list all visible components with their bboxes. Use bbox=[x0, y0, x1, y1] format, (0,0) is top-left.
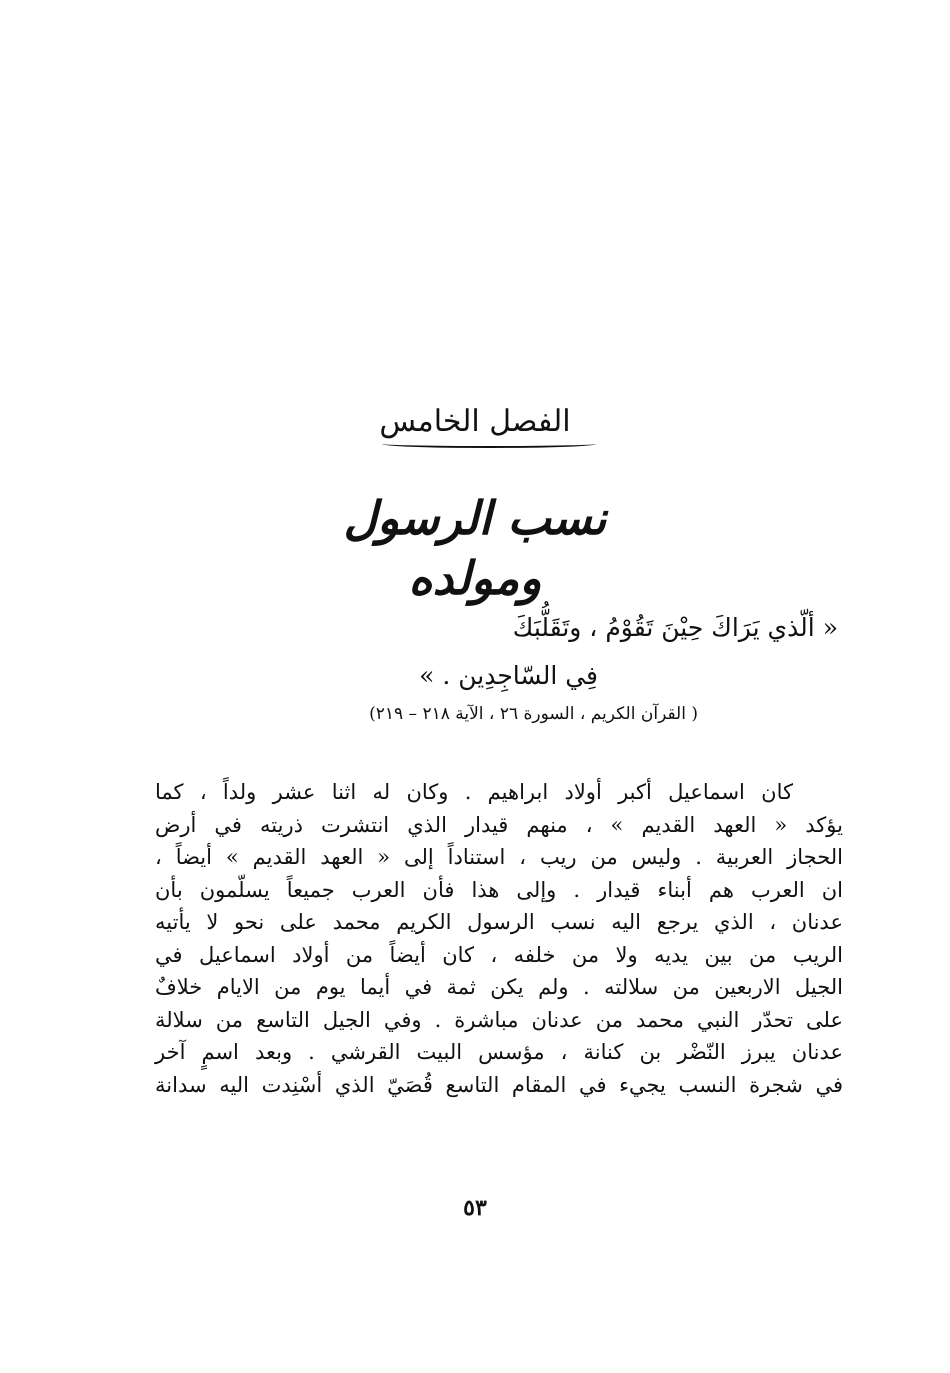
chapter-title: نسب الرسول ومولده bbox=[343, 491, 607, 605]
body-line: عدنان يبرز النّضْر بن كنانة ، مؤسس البيت القرشي . وبعد اسمٍ آخر bbox=[155, 1040, 843, 1064]
chapter-label: الفصل الخامس bbox=[379, 404, 571, 439]
page-number: ٥٣ bbox=[463, 1195, 487, 1221]
body-line: كان اسماعيل أكبر أولاد ابراهيم . وكان له اثنا عشر ولداً ، كما bbox=[155, 780, 793, 804]
chapter-label-flourish bbox=[382, 440, 596, 448]
body-line: الريب من بين يديه ولا من خلفه ، كان أيضاً من أولاد اسماعيل في bbox=[155, 942, 843, 967]
body-line: في شجرة النسب يجيء في المقام التاسع قُصَيّ الذي أسْنِدت اليه سدانة bbox=[155, 1072, 843, 1097]
body-line: ان العرب هم أبناء قيدار . وإلى هذا فأن العرب جميعاً يسلّمون بأن bbox=[155, 877, 843, 902]
epigraph-line-1: « ألّذي يَرَاكَ حِيْنَ تَقُوْمُ ، وتَقَلُّبَكَ bbox=[512, 613, 838, 642]
body-line: يؤكد « العهد القديم » ، منهم قيدار الذي انتشرت ذريته في أرض bbox=[155, 812, 843, 837]
epigraph-line-2: فِي السّاجِدِين . » bbox=[419, 661, 598, 690]
body-line: الجيل الاربعين من سلالته . ولم يكن ثمة في أيما يوم من الايام خلافٌ bbox=[155, 975, 843, 999]
epigraph-citation: ( القرآن الكريم ، السورة ٢٦ ، الآية ٢١٨ – ٢١٩) bbox=[369, 704, 698, 724]
body-line: على تحدّر النبي محمد من عدنان مباشرة . وفي الجيل التاسع من سلالة bbox=[155, 1007, 843, 1032]
body-line: الحجاز العربية . وليس من ريب ، استناداً إلى « العهد القديم » أيضاً ، bbox=[155, 845, 843, 869]
quran-epigraph bbox=[150, 604, 838, 700]
body-line: عدنان ، الذي يرجع اليه نسب الرسول الكريم محمد على نحو لا يأتيه bbox=[155, 910, 843, 934]
body-paragraph bbox=[155, 776, 843, 1101]
